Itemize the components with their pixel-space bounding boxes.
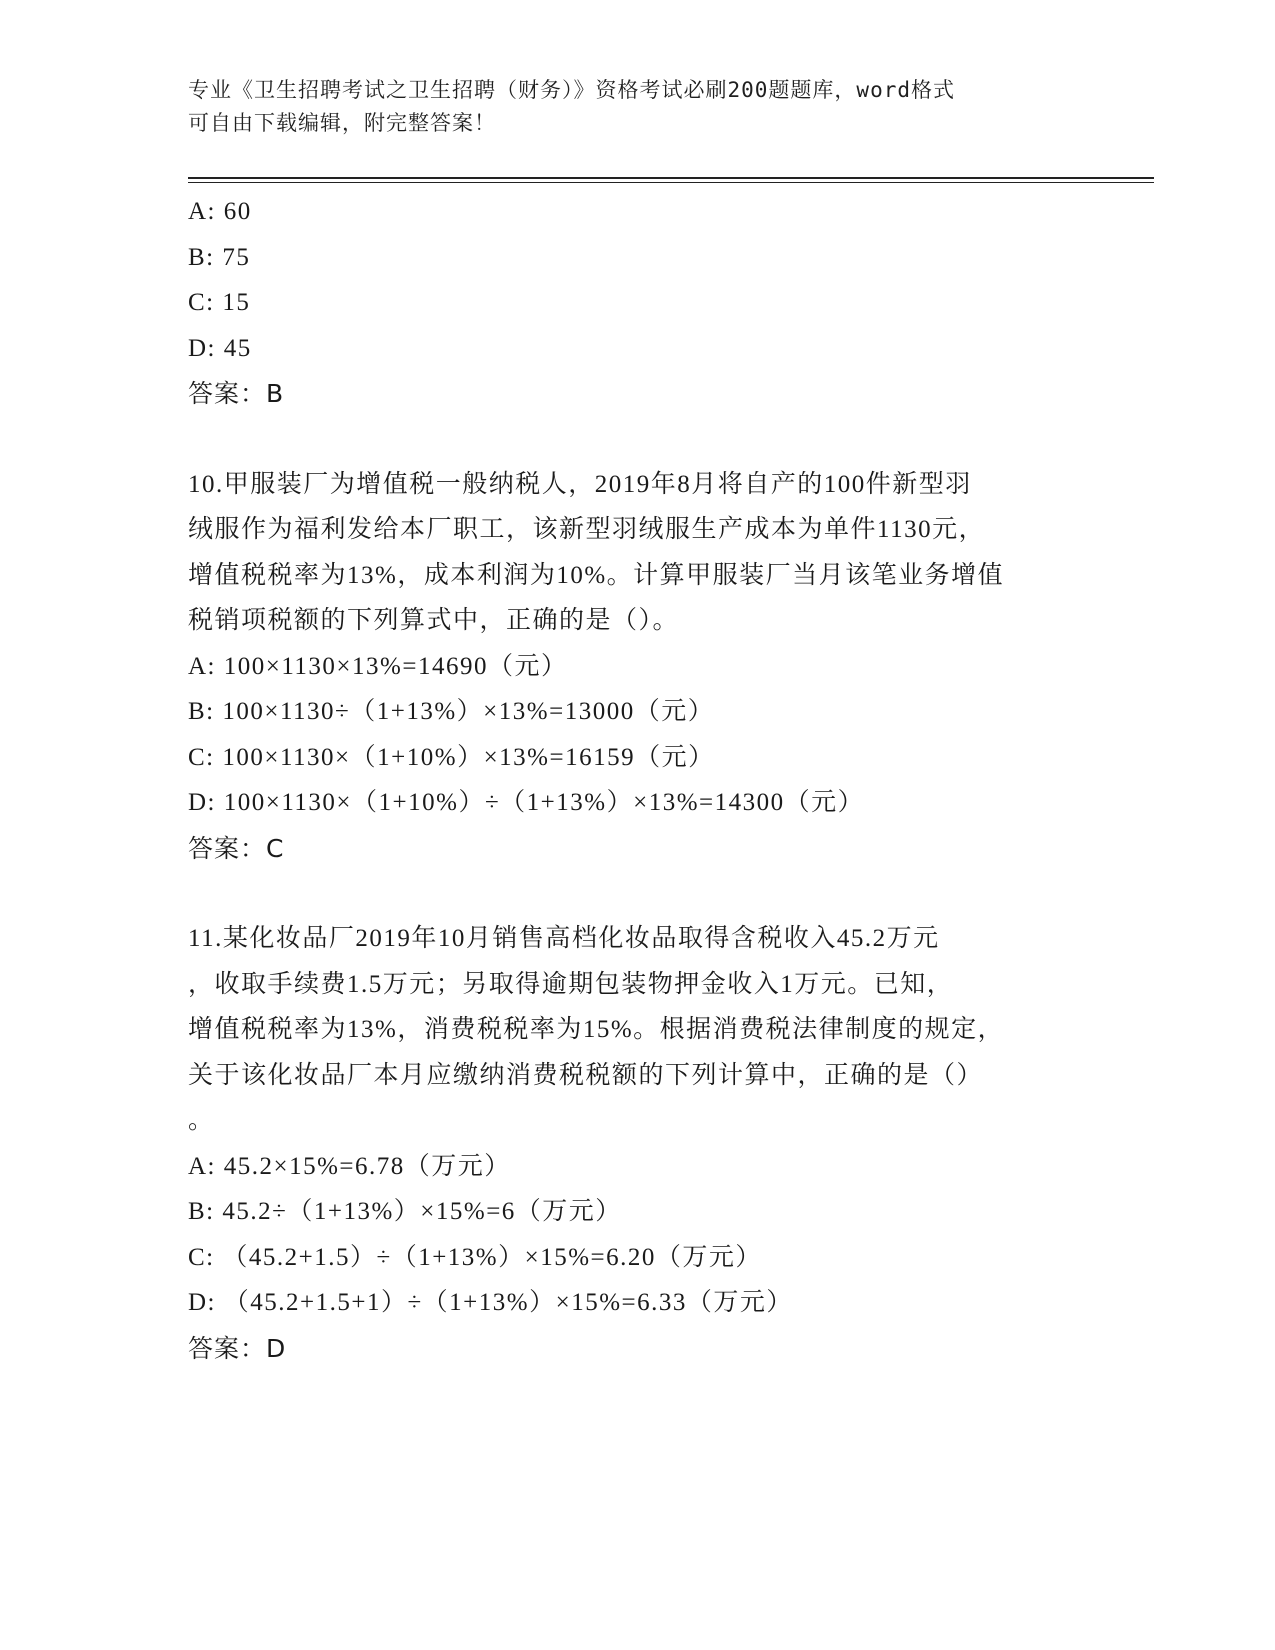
question-spacer [188,417,1088,462]
header-divider-thick [188,177,1154,179]
header-line-2: 可自由下载编辑，附完整答案！ [188,111,496,135]
option-c: C: 100×1130×（1+10%）×13%=16159（元） [188,743,715,771]
question-stem-line: 10.甲服装厂为增值税一般纳税人，2019年8月将自产的100件新型羽 [188,470,972,498]
option-c: C: 15 [188,289,251,316]
header-divider-thin [188,182,1154,183]
answer-label: 答案：D [188,1333,287,1363]
question-stem-line: 。 [188,1107,215,1134]
document-header [188,74,1068,140]
option-a: A: 100×1130×13%=14690（元） [188,652,568,680]
answer-label: 答案：B [188,379,285,408]
question-stem-line: 绒服作为福利发给本厂职工，该新型羽绒服生产成本为单件1130元， [188,516,986,543]
answer-label: 答案：C [188,833,285,863]
option-d: D: （45.2+1.5+1）÷（1+13%）×15%=6.33（万元） [188,1289,793,1316]
option-a: A: 45.2×15%=6.78（万元） [188,1152,511,1180]
question-stem-line: ，收取手续费1.5万元；另取得逾期包装物押金收入1万元。已知， [188,970,954,998]
option-c: C: （45.2+1.5）÷（1+13%）×15%=6.20（万元） [188,1243,762,1271]
question-stem-line: 关于该化妆品厂本月应缴纳消费税税额的下列计算中，正确的是（） [188,1061,984,1089]
option-d: D: 100×1130×（1+10%）÷（1+13%）×13%=14300（元） [188,789,865,816]
question-stem-line: 增值税税率为13%，成本利润为10%。计算甲服装厂当月该笔业务增值 [188,561,1005,589]
option-d: D: 45 [188,334,252,362]
option-b: B: 45.2÷（1+13%）×15%=6（万元） [188,1198,622,1225]
option-b: B: 75 [188,243,251,271]
header-line-1: 专业《卫生招聘考试之卫生招聘（财务）》资格考试必刷200题题库，word格式 [188,78,955,102]
option-a: A: 60 [188,198,252,225]
option-b: B: 100×1130÷（1+13%）×13%=13000（元） [188,698,715,725]
question-stem-line: 税销项税额的下列算式中，正确的是（）。 [188,607,680,634]
question-10 [188,462,1088,872]
question-11 [188,916,1088,1371]
question-spacer [188,871,1088,916]
question-stem-line: 增值税税率为13%，消费税税率为15%。根据消费税法律制度的规定， [188,1016,1005,1043]
question-stem-line: 11.某化妆品厂2019年10月销售高档化妆品取得含税收入45.2万元 [188,925,940,952]
question-9 [188,189,1088,417]
question-content [188,189,1088,1371]
